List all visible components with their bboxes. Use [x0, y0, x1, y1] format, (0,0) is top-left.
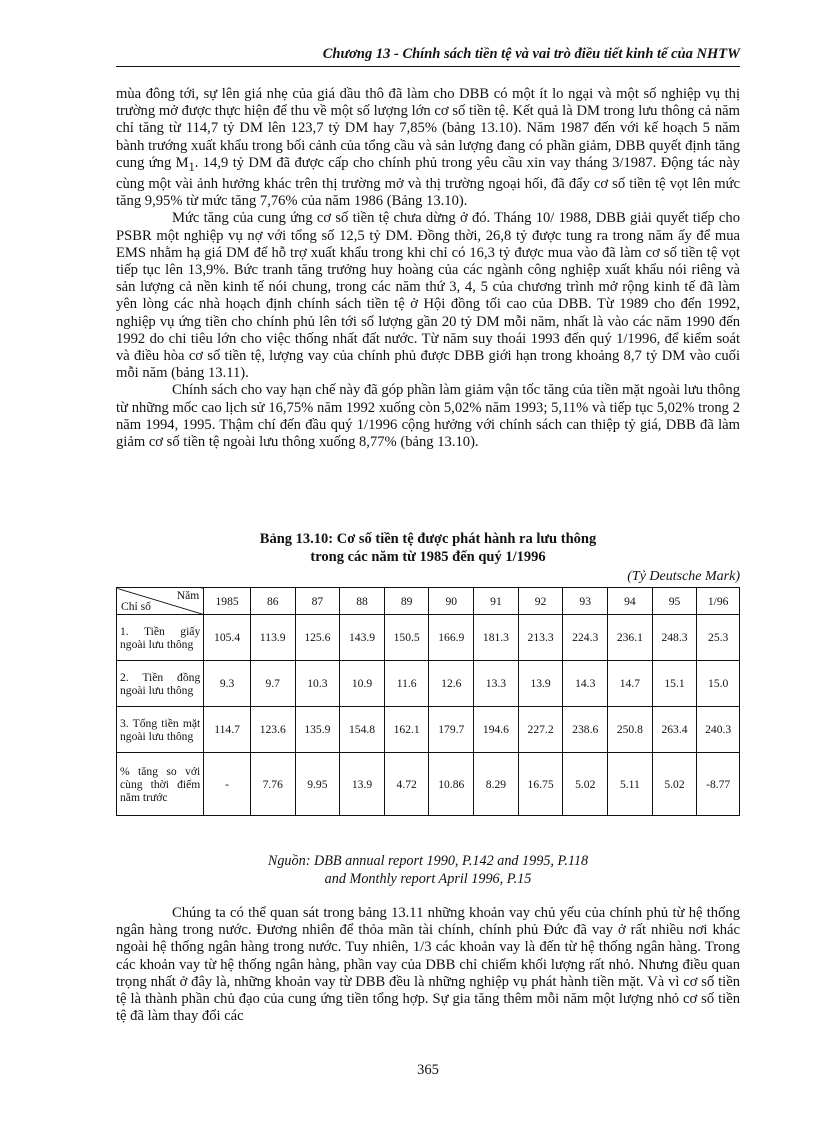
- paragraph-3: Chính sách cho vay hạn chế này đã góp phần làm giảm vận tốc tăng của tiền mặt ngoài lưu thông từ những mốc cao lịch sử 16,75% năm 1992 xuống còn 5,02% năm 1993; 5,11% và tiếp tục 5,02% trong 2 năm 1994, 1995. Thậm chí đến đầu quý 1/1996 cộng hưởng với chính sách can thiệp tỷ giá, DBB đã làm giảm cơ số tiền tệ ngoài lưu thông xuống 8,77% (bảng 13.10).: [116, 382, 740, 450]
- data-table: [116, 587, 740, 816]
- table-cell: 16.75: [518, 753, 563, 816]
- table-cell: 248.3: [652, 615, 697, 661]
- table-cell: 15.0: [697, 661, 740, 707]
- column-header: 91: [474, 588, 519, 615]
- table-cell: 9.7: [250, 661, 295, 707]
- table-cell: 105.4: [204, 615, 251, 661]
- table-cell: 143.9: [340, 615, 385, 661]
- table-cell: 123.6: [250, 707, 295, 753]
- table-header-row: [117, 588, 740, 615]
- table-cell: 114.7: [204, 707, 251, 753]
- row-label: 1. Tiền giấy ngoài lưu thông: [117, 615, 204, 661]
- table-cell: 194.6: [474, 707, 519, 753]
- table-cell: 236.1: [608, 615, 653, 661]
- header-rule: [116, 66, 740, 67]
- table-cell: 135.9: [295, 707, 340, 753]
- table-cell: -: [204, 753, 251, 816]
- table-cell: 113.9: [250, 615, 295, 661]
- column-header: 88: [340, 588, 385, 615]
- table-cell: 13.9: [340, 753, 385, 816]
- running-header: Chương 13 - Chính sách tiền tệ và vai trò điều tiết kinh tế của NHTW: [322, 46, 740, 62]
- table-cell: 9.95: [295, 753, 340, 816]
- table-cell: 5.11: [608, 753, 653, 816]
- corner-label-year: Năm: [176, 589, 200, 602]
- table-row: [117, 661, 740, 707]
- table-cell: 227.2: [518, 707, 563, 753]
- table-cell: 4.72: [384, 753, 429, 816]
- column-header: 92: [518, 588, 563, 615]
- table-cell: 181.3: [474, 615, 519, 661]
- table-cell: 5.02: [652, 753, 697, 816]
- table-row: [117, 615, 740, 661]
- table-row: [117, 707, 740, 753]
- page-number: 365: [417, 1062, 439, 1078]
- paragraph-2: Mức tăng của cung ứng cơ số tiền tệ chưa dừng ở đó. Tháng 10/ 1988, DBB giải quyết tiếp cho PSBR một nghiệp vụ nợ với tổng số 12,5 tỷ DM. Đồng thời, 26,8 tỷ được tung ra trong năm ấy để mua EMS nhằm hạ giá DM để hỗ trợ xuất khẩu trong khi chỉ có 16,3 tỷ được mua vào đã làm cơ số tiền tệ vọt tiếp tục lên 13,9%. Bức tranh tăng trưởng huy hoàng của các ngành công nghiệp xuất khẩu nói riêng và sản lượng cả nền kinh tế nói chung, trong các năm thứ 3, 4, 5 của chương trình mở rộng kinh tế đã làm yên lòng các nhà hoạch định chính sách tiền tệ ở Hội đồng tối cao của DBB. Từ 1989 cho đến 1992, nghiệp vụ ứng tiền cho chính phủ lên tới số lượng gần 20 tỷ DM mỗi năm, nhất là vào các năm 1990 đến 1992 do chi tiêu lớn cho việc thống nhất đất nước. Từ năm suy thoái 1993 đến quý 1/1996, để kiểm soát và điều hòa cơ số tiền tệ, lượng vay của chính phủ được DBB giới hạn trong khoảng 8,7 tỷ DM vào cuối mỗi năm (bảng 13.11).: [116, 210, 740, 382]
- column-header: 1985: [204, 588, 251, 615]
- table-cell: 125.6: [295, 615, 340, 661]
- table-cell: 25.3: [697, 615, 740, 661]
- column-header: 90: [429, 588, 474, 615]
- body-text-top: [116, 86, 740, 451]
- table-cell: 213.3: [518, 615, 563, 661]
- table-corner-cell: [117, 588, 204, 615]
- corner-label-indicator: Chỉ số: [121, 600, 151, 613]
- paragraph-1: mùa đông tới, sự lên giá nhẹ của giá dầu thô đã làm cho DBB có một ít lo ngại và một số nghiệp vụ thị trường mở được thực hiện để thu về một số lượng lớn cơ số tiền tệ. Kết quả là DM trong lưu thông cả năm chỉ tăng từ 114,7 tỷ DM lên 123,7 tỷ DM hay 7,85% (bảng 13.10). Năm 1987 đến với kế hoạch 5 năm bành trướng xuất khẩu trong bối cảnh của tổng cầu và sản lượng đang có phần giảm, DBB quyết định tăng cung ứng $M_1$. 14,9 tỷ DM đã được cấp cho chính phủ trong yêu cầu xin vay tháng 3/1987. Động tác này cùng một vài ảnh hưởng khác trên thị trường mở và thị trường ngoại hối, đã đẩy cơ số tiền tệ vọt lên mức tăng 9,95% từ mức tăng 7,76% của năm 1986 (Bảng 13.10).: [116, 86, 740, 210]
- paragraph-4: Chúng ta có thể quan sát trong bảng 13.11 những khoản vay chủ yếu của chính phủ từ hệ thống ngân hàng trong nước. Đương nhiên để thỏa mãn tài chính, chính phủ Đức đã vay ở rất nhiều nơi khác ngoài hệ thống ngân hàng trong nước. Tuy nhiên, 1/3 các khoản vay là đến từ hệ thống ngân hàng. Trong các khoản vay từ hệ thống ngân hàng, phần vay của DBB chỉ chiếm khối lượng rất nhỏ. Nhưng điều quan trọng nhất ở đây là, những khoản vay từ DBB đều là những nghiệp vụ phát hành tiền mặt. Và vì cơ số tiền tệ là thành phần chủ đạo của cung ứng tiền tổng hợp. Sự gia tăng thêm mỗi năm một lượng nhỏ cơ số tiền tệ đã làm thay đổi các: [116, 905, 740, 1025]
- subscript: 1: [188, 159, 195, 174]
- table-unit: (Tỷ Deutsche Mark): [627, 569, 740, 584]
- table-cell: -8.77: [697, 753, 740, 816]
- table-cell: 14.7: [608, 661, 653, 707]
- table-cell: 12.6: [429, 661, 474, 707]
- table-cell: 15.1: [652, 661, 697, 707]
- column-header: 93: [563, 588, 608, 615]
- table-cell: 162.1: [384, 707, 429, 753]
- table-caption: Bảng 13.10: Cơ số tiền tệ được phát hành ra lưu thông trong các năm từ 1985 đến quý 1/1996: [259, 531, 597, 565]
- table-cell: 10.9: [340, 661, 385, 707]
- column-header: 1/96: [697, 588, 740, 615]
- table-cell: 10.86: [429, 753, 474, 816]
- column-header: 95: [652, 588, 697, 615]
- table-cell: 5.02: [563, 753, 608, 816]
- table-row: [117, 753, 740, 816]
- table-cell: 166.9: [429, 615, 474, 661]
- table-cell: 9.3: [204, 661, 251, 707]
- row-label: 2. Tiền đồng ngoài lưu thông: [117, 661, 204, 707]
- row-label: 3. Tổng tiền mặt ngoài lưu thông: [117, 707, 204, 753]
- table-cell: 13.3: [474, 661, 519, 707]
- table-cell: 11.6: [384, 661, 429, 707]
- table-cell: 238.6: [563, 707, 608, 753]
- table-cell: 150.5: [384, 615, 429, 661]
- column-header: 94: [608, 588, 653, 615]
- table-cell: 7.76: [250, 753, 295, 816]
- column-header: 87: [295, 588, 340, 615]
- body-text-bottom: [116, 905, 740, 1025]
- table-cell: 224.3: [563, 615, 608, 661]
- table-source: Nguồn: DBB annual report 1990, P.142 and 1995, P.118 and Monthly report April 1996, P.15: [267, 853, 589, 887]
- table-cell: 179.7: [429, 707, 474, 753]
- table-cell: 8.29: [474, 753, 519, 816]
- table-cell: 10.3: [295, 661, 340, 707]
- table-cell: 13.9: [518, 661, 563, 707]
- table-cell: 250.8: [608, 707, 653, 753]
- row-label: % tăng so với cùng thời điểm năm trước: [117, 753, 204, 816]
- table-cell: 240.3: [697, 707, 740, 753]
- table-cell: 154.8: [340, 707, 385, 753]
- table-cell: 14.3: [563, 661, 608, 707]
- column-header: 86: [250, 588, 295, 615]
- table-cell: 263.4: [652, 707, 697, 753]
- column-header: 89: [384, 588, 429, 615]
